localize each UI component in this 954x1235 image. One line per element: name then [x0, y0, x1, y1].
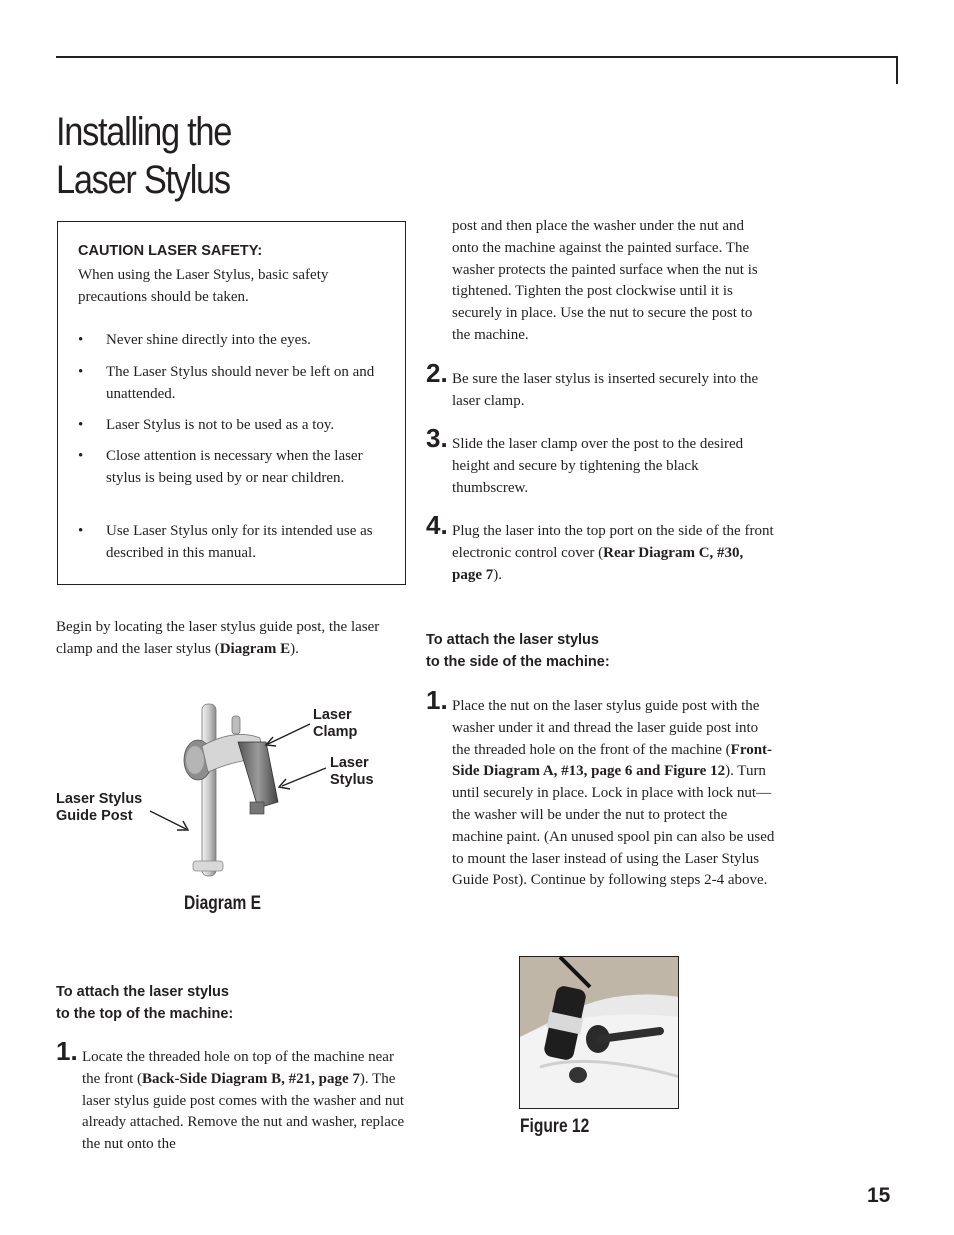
- bullet-dot: •: [78, 417, 84, 433]
- header-rule-corner: [896, 56, 898, 84]
- laser-mounted-photo-icon: [520, 957, 679, 1109]
- guide-post-icon: [193, 704, 223, 876]
- step-text-part: Locate the threaded hole on top of the machine near the front (: [82, 1049, 394, 1087]
- step-text-part: ).: [493, 566, 502, 583]
- step-text: [452, 696, 776, 892]
- step-number: 2.: [426, 358, 448, 388]
- step-text-part: Plug the laser into the top port on the side of the front electronic control cover (: [452, 523, 774, 561]
- top-attach-heading-line-2: to the top of the machine:: [56, 1005, 234, 1022]
- callout-clamp-line-1: Laser: [313, 707, 352, 723]
- step-reference: Front-Side Diagram A, #13, page 6 and Figure 12: [452, 741, 773, 780]
- step-text-part: Place the nut on the laser stylus guide post with the washer under it and thread the laser guide post into the threaded hole on the front of the machine (: [452, 698, 760, 758]
- callout-stylus-line-1: Laser: [330, 755, 369, 771]
- step-reference: Back-Side Diagram B, #21, page 7: [141, 1070, 360, 1087]
- side-attach-heading: [426, 630, 610, 673]
- step-number: 1.: [426, 685, 448, 715]
- caution-bullet: [78, 330, 393, 352]
- page-title: [56, 108, 231, 204]
- figure-12-photo: [519, 956, 679, 1109]
- diagram-e-caption: Diagram E: [184, 893, 262, 914]
- top-step-1-continued: post and then place the washer under the nut and onto the machine against the painted surface. The washer protects the painted surface when the nut is tightened. Tighten the post clockwise until it is securely in place. Use the nut to secure the post to the machine.: [452, 218, 758, 343]
- caution-bullet: [78, 446, 393, 490]
- stylus-icon: [238, 742, 278, 814]
- step-text: [82, 1047, 411, 1156]
- caution-bullet: [78, 521, 393, 565]
- step-text: [452, 521, 776, 586]
- bullet-dot: •: [78, 448, 84, 464]
- bullet-text: Never shine directly into the eyes.: [106, 332, 311, 348]
- callout-laser-clamp: [313, 707, 357, 741]
- step-text: Be sure the laser stylus is inserted securely into the laser clamp.: [452, 371, 759, 409]
- bullet-dot: •: [78, 364, 84, 380]
- callout-post-line-1: Laser Stylus: [56, 791, 143, 807]
- callout-laser-stylus: [330, 755, 374, 789]
- step-text-part: ). The laser stylus guide post comes with the washer and nut already attached. Remove the nut and washer, replace the nut onto the: [82, 1070, 405, 1153]
- page-title-line-1: Installing the: [56, 110, 232, 154]
- bullet-dot: •: [78, 523, 84, 539]
- intro-text: Begin by locating the laser stylus guide post, the laser clamp and the laser stylus (: [56, 619, 380, 657]
- top-step-1: [56, 1036, 411, 1156]
- step-reference: Rear Diagram C, #30, page 7: [452, 544, 744, 583]
- top-attach-heading-line-1: To attach the laser stylus: [56, 984, 229, 1000]
- bullet-text: The Laser Stylus should never be left on and unattended.: [106, 364, 375, 402]
- top-step-4: [426, 510, 776, 586]
- header-rule: [56, 56, 898, 58]
- callout-post-line-2: Guide Post: [56, 808, 133, 824]
- callout-stylus-line-2: Stylus: [330, 772, 374, 788]
- step-text: Slide the laser clamp over the post to the desired height and secure by tightening the black thumbscrew.: [452, 436, 744, 496]
- caution-bullet: [78, 415, 393, 437]
- page-number: 15: [867, 1184, 891, 1207]
- side-attach-heading-line-2: to the side of the machine:: [426, 653, 610, 670]
- bullet-text: Close attention is necessary when the laser stylus is being used by or near children.: [106, 448, 363, 486]
- intro-diagram-ref: Diagram E: [219, 640, 291, 657]
- callout-clamp-line-2: Clamp: [313, 724, 358, 740]
- bullet-text: Use Laser Stylus only for its intended use as described in this manual.: [106, 523, 373, 561]
- figure-12-caption: Figure 12: [520, 1116, 590, 1137]
- callout-guide-post: [56, 791, 142, 825]
- side-step-1: [426, 685, 776, 892]
- top-step-3: [426, 423, 776, 499]
- top-step-2: [426, 358, 776, 413]
- side-attach-heading-line-1: To attach the laser stylus: [426, 632, 599, 648]
- caution-bullet: [78, 362, 393, 406]
- step-number: 3.: [426, 423, 448, 453]
- bullet-dot: •: [78, 332, 84, 348]
- step-number: 1.: [56, 1036, 78, 1066]
- intro-end: ).: [290, 640, 299, 657]
- step-number: 4.: [426, 510, 448, 540]
- intro-paragraph: [56, 617, 401, 661]
- step-text-part: ). Turn until securely in place. Lock in place with lock nut—the washer will be under the nut to protect the machine paint. (An unused spool pin can also be used to mount the laser instead of using the Laser Stylus Guide Post). Continue by following steps 2-4 above.: [452, 763, 775, 889]
- caution-intro: When using the Laser Stylus, basic safety precautions should be taken.: [78, 267, 329, 305]
- bullet-text: Laser Stylus is not to be used as a toy.: [106, 417, 335, 433]
- top-attach-heading: [56, 982, 233, 1025]
- page-title-line-2: Laser Stylus: [56, 158, 230, 202]
- caution-heading: CAUTION LASER SAFETY:: [78, 243, 263, 259]
